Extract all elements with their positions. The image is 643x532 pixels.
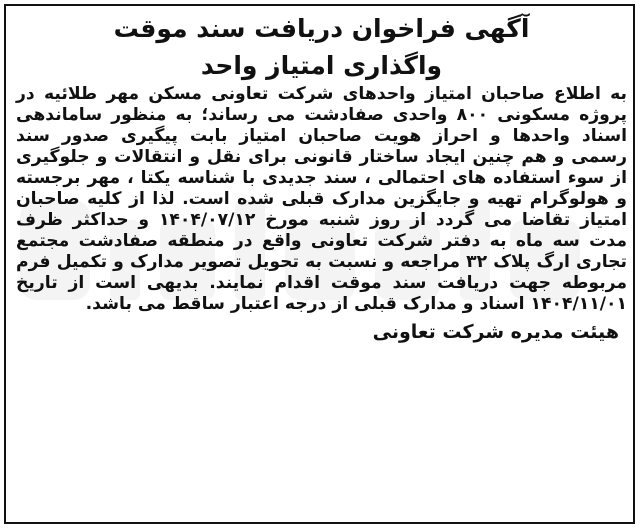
notice-signature: هیئت مدیره شرکت تعاونی <box>372 321 619 343</box>
notice-title <box>16 10 627 84</box>
notice-title-line-2: واگذاری امتیاز واحد <box>200 51 443 80</box>
notice-title-line-1: آگهی فراخوان دریافت سند موقت <box>113 14 530 43</box>
notice-body: به اطلاع صاحبان امتیاز واحدهای شرکت تعاونی مسکن مهر طلائیه در پروژه مسکونی ۸۰۰ واحدی صفادشت می رساند؛ به منظور ساماندهی اسناد واحدها و احراز هویت صاحبان امتیاز بابت پیگیری صدور سند رسمی و هم چنین ایجاد ساختار قانونی برای نقل و انتقالات و جلوگیری از سوء استفاده های احتمالی ، سند جدیدی با شناسه یکتا ، مهر برجسته و هولوگرام تهیه و جایگزین مدارک قبلی شده است. لذا از کلیه صاحبان امتیاز تقاضا می گردد از روز شنبه مورخ ۱۴۰۴/۰۷/۱۲ و حداکثر ظرف مدت سه ماه به دفتر شرکت تعاونی واقع در منطقه صفادشت مجتمع تجاری ارگ پلاک ۳۲ مراجعه و نسبت به تحویل تصویر مدارک و تکمیل فرم مربوطه جهت دریافت سند موقت اقدام نمایند. بدیهی است از تاریخ ۱۴۰۴/۱۱/۰۱ اسناد و مدارک قبلی از درجه اعتبار ساقط می باشد. <box>16 84 628 314</box>
notice-content <box>16 10 627 345</box>
